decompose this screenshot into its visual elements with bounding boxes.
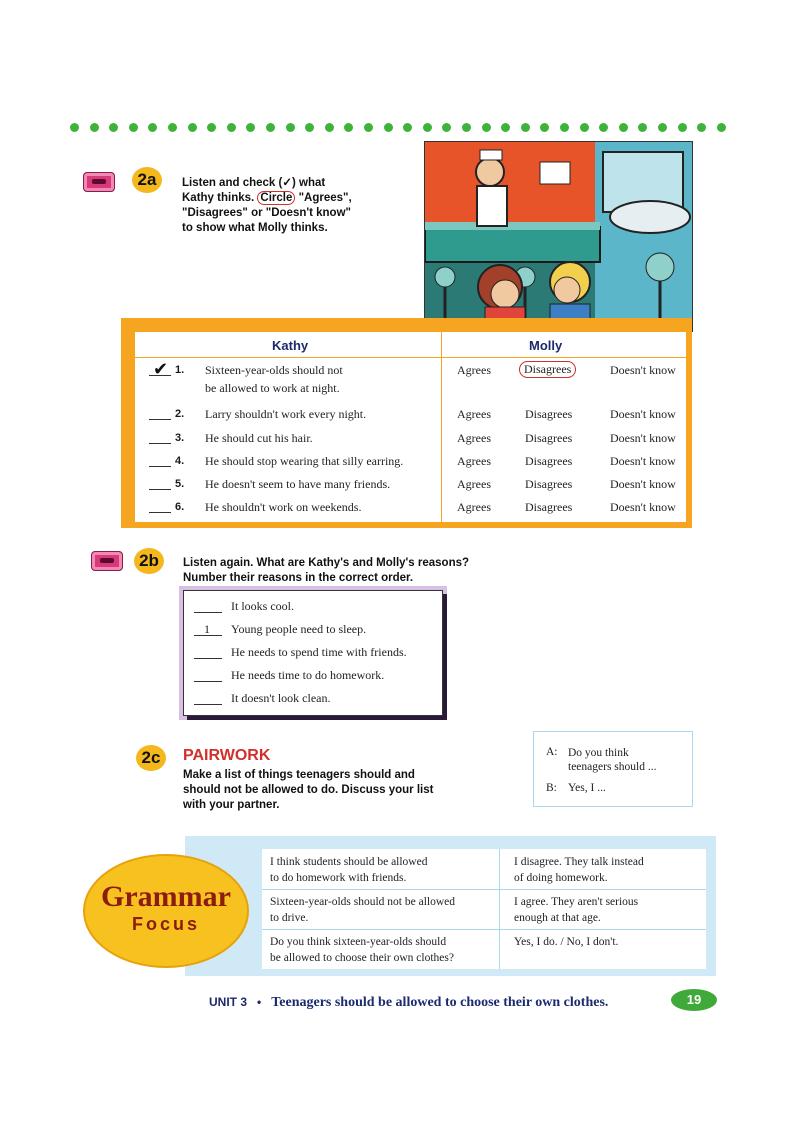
footer-unit: UNIT 3 (209, 995, 248, 1009)
option-doesn-t-know[interactable]: Doesn't know (610, 407, 676, 421)
divider-dot (109, 123, 118, 132)
divider-dot (129, 123, 138, 132)
statement-text: He doesn't seem to have many friends. (205, 477, 391, 491)
divider-dot (717, 123, 726, 132)
option-agrees[interactable]: Agrees (457, 431, 491, 445)
option-disagrees[interactable]: Disagrees (525, 454, 573, 468)
statement-text: He should cut his hair. (205, 431, 313, 445)
order-blank[interactable] (194, 681, 222, 682)
divider-dot (540, 123, 549, 132)
divider-dot (638, 123, 647, 132)
option-agrees[interactable]: Agrees (457, 477, 491, 491)
reason-text: It looks cool. (231, 599, 294, 613)
dotted-divider (70, 123, 730, 137)
statement-text: He shouldn't work on weekends. (205, 500, 362, 514)
order-blank[interactable] (194, 658, 222, 659)
divider-dot (580, 123, 589, 132)
footer: UNIT 3 • Teenagers should be allowed to choose their own clothes. (209, 995, 609, 1010)
divider-dot (266, 123, 275, 132)
grammar-question: I think students should be allowed to do homework with friends. (270, 856, 428, 884)
divider-dot (462, 123, 471, 132)
divider-dot (442, 123, 451, 132)
divider-dot (697, 123, 706, 132)
grammar-question: Sixteen-year-olds should not be allowed to drive. (270, 896, 456, 924)
option-disagrees[interactable]: Disagrees (519, 361, 576, 378)
divider-dot (678, 123, 687, 132)
answer-blank[interactable] (149, 419, 171, 420)
item-number: 2. (175, 408, 185, 420)
divider-dot (482, 123, 491, 132)
divider-dot (148, 123, 157, 132)
footer-title: Teenagers should be allowed to choose their own clothes. (271, 995, 609, 1010)
instructions-2c: Make a list of things teenagers should and should not be allowed to do. Discuss your list with your partner. (183, 769, 434, 811)
item-number: 4. (175, 455, 185, 467)
divider-dot (403, 123, 412, 132)
option-disagrees[interactable]: Disagrees (525, 477, 573, 491)
grammar-table (262, 849, 706, 969)
grammar-answer: Yes, I do. / No, I don't. (514, 936, 619, 948)
instructions-2b: Listen again. What are Kathy's and Molly's reasons? Number their reasons in the correct order. (183, 557, 470, 584)
statement-text: Sixteen-year-olds should not (205, 363, 343, 377)
divider-dot (560, 123, 569, 132)
divider-dot (658, 123, 667, 132)
divider-dot (90, 123, 99, 132)
exercise-badge-2a: 2a (132, 167, 162, 193)
col-header-molly: Molly (529, 338, 563, 353)
divider-dot (423, 123, 432, 132)
exercise-badge-2c: 2c (136, 745, 166, 771)
order-blank[interactable] (194, 612, 222, 613)
grammar-answer: I agree. They aren't serious enough at that age. (514, 896, 639, 924)
reason-text: He needs time to do homework. (231, 668, 385, 682)
option-agrees[interactable]: Agrees (457, 500, 491, 514)
divider-dot (364, 123, 373, 132)
example-dialog: A: Do you think teenagers should ... B: Yes, I ... (533, 731, 693, 807)
circled-word: Circle (257, 191, 295, 205)
audio-cassette-icon (83, 172, 115, 192)
answer-blank[interactable] (149, 489, 171, 490)
diner-illustration (424, 141, 693, 332)
page-number: 19 (671, 989, 717, 1011)
divider-dot (344, 123, 353, 132)
reason-text: Young people need to sleep. (231, 622, 367, 636)
divider-dot (168, 123, 177, 132)
answer-blank[interactable] (149, 443, 171, 444)
divider-dot (246, 123, 255, 132)
instructions-2a: Listen and check (✓) what Kathy thinks. Circle "Agrees", "Disagrees" or "Doesn't know" to show what Molly thinks. (182, 177, 352, 234)
item-number: 3. (175, 432, 185, 444)
answer-blank[interactable] (149, 466, 171, 467)
audio-cassette-icon (91, 551, 123, 571)
divider-dot (70, 123, 79, 132)
divider-dot (325, 123, 334, 132)
divider-dot (384, 123, 393, 132)
option-disagrees[interactable]: Disagrees (525, 431, 573, 445)
option-agrees[interactable]: Agrees (457, 407, 491, 421)
answer-blank[interactable] (149, 512, 171, 513)
divider-dot (188, 123, 197, 132)
reason-text: It doesn't look clean. (231, 691, 331, 705)
reasons-box (183, 590, 443, 716)
option-disagrees[interactable]: Disagrees (525, 500, 573, 514)
item-number: 1. (175, 364, 185, 376)
option-agrees[interactable]: Agrees (457, 454, 491, 468)
divider-dot (305, 123, 314, 132)
option-doesn-t-know[interactable]: Doesn't know (610, 477, 676, 491)
order-number: 1 (204, 622, 210, 636)
item-number: 5. (175, 478, 185, 490)
pairwork-title: PAIRWORK (183, 747, 271, 764)
divider-dot (286, 123, 295, 132)
option-doesn-t-know[interactable]: Doesn't know (610, 363, 676, 377)
option-agrees[interactable]: Agrees (457, 363, 491, 377)
order-blank[interactable] (194, 704, 222, 705)
reason-text: He needs to spend time with friends. (231, 645, 407, 659)
grammar-question: Do you think sixteen-year-olds should be allowed to choose their own clothes? (270, 936, 454, 964)
divider-dot (521, 123, 530, 132)
option-disagrees[interactable]: Disagrees (525, 407, 573, 421)
col-header-kathy: Kathy (272, 338, 309, 353)
option-doesn-t-know[interactable]: Doesn't know (610, 500, 676, 514)
statement-text: He should stop wearing that silly earring. (205, 454, 404, 468)
grammar-answer: I disagree. They talk instead of doing homework. (514, 856, 644, 884)
option-doesn-t-know[interactable]: Doesn't know (610, 454, 676, 468)
statement-text: Larry shouldn't work every night. (205, 407, 367, 421)
item-number: 6. (175, 501, 185, 513)
table-2a (135, 332, 686, 522)
divider-dot (227, 123, 236, 132)
divider-dot (501, 123, 510, 132)
divider-dot (207, 123, 216, 132)
check-mark: ✔ (153, 359, 169, 379)
grammar-focus-logo: Grammar Focus (85, 856, 247, 966)
divider-dot (619, 123, 628, 132)
exercise-badge-2b: 2b (134, 548, 164, 574)
statement-text: be allowed to work at night. (205, 381, 340, 395)
divider-dot (599, 123, 608, 132)
option-doesn-t-know[interactable]: Doesn't know (610, 431, 676, 445)
